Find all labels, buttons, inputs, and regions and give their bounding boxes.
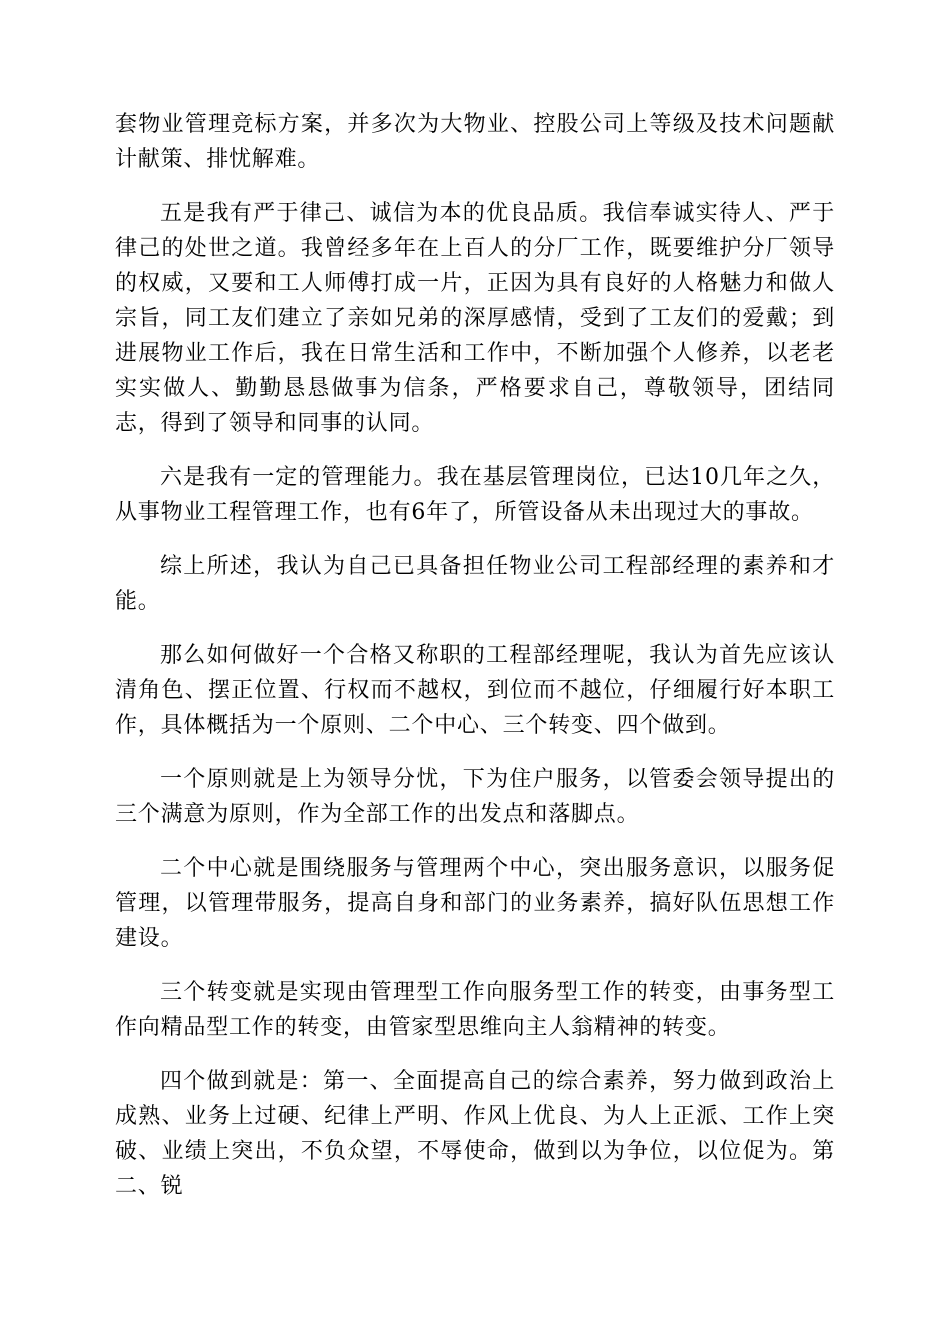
- paragraph: 四个做到就是：第一、全面提高自己的综合素养，努力做到政治上成熟、业务上过硬、纪律上严明、作风上优良、为人上正派、工作上突破、业绩上突出，不负众望，不辱使命，做到以为争位，以位促为。第二、锐: [115, 1069, 835, 1199]
- paragraph: 那么如何做好一个合格又称职的工程部经理呢，我认为首先应该认清角色、摆正位置、行权而不越权，到位而不越位，仔细履行好本职工作，具体概括为一个原则、二个中心、三个转变、四个做到。: [115, 643, 835, 738]
- paragraph: 五是我有严于律己、诚信为本的优良品质。我信奉诚实待人、严于律己的处世之道。我曾经多年在上百人的分厂工作，既要维护分厂领导的权威，又要和工人师傅打成一片，正因为具有良好的人格魅力和做人宗旨，同工友们建立了亲如兄弟的深厚感情，受到了工友们的爱戴；到进展物业工作后，我在日常生活和工作中，不断加强个人修养，以老老实实做人、勤勤恳恳做事为信条，严格要求自己，尊敬领导，团结同志，得到了领导和同事的认同。: [115, 201, 835, 436]
- paragraph: 套物业管理竞标方案，并多次为大物业、控股公司上等级及技术问题献计献策、排忧解难。: [115, 112, 835, 172]
- paragraph: 二个中心就是围绕服务与管理两个中心，突出服务意识，以服务促管理，以管理带服务，提高自身和部门的业务素养，搞好队伍思想工作建设。: [115, 856, 835, 951]
- paragraph: 一个原则就是上为领导分忧，下为住户服务，以管委会领导提出的三个满意为原则，作为全部工作的出发点和落脚点。: [115, 767, 835, 827]
- paragraph: 三个转变就是实现由管理型工作向服务型工作的转变，由事务型工作向精品型工作的转变，由管家型思维向主人翁精神的转变。: [115, 980, 835, 1040]
- paragraph: 六是我有一定的管理能力。我在基层管理岗位，已达10几年之久，从事物业工程管理工作，也有6年了，所管设备从未出现过大的事故。: [115, 465, 835, 525]
- paragraph: 综上所述，我认为自己已具备担任物业公司工程部经理的素养和才能。: [115, 554, 835, 614]
- document-body: [115, 107, 835, 1223]
